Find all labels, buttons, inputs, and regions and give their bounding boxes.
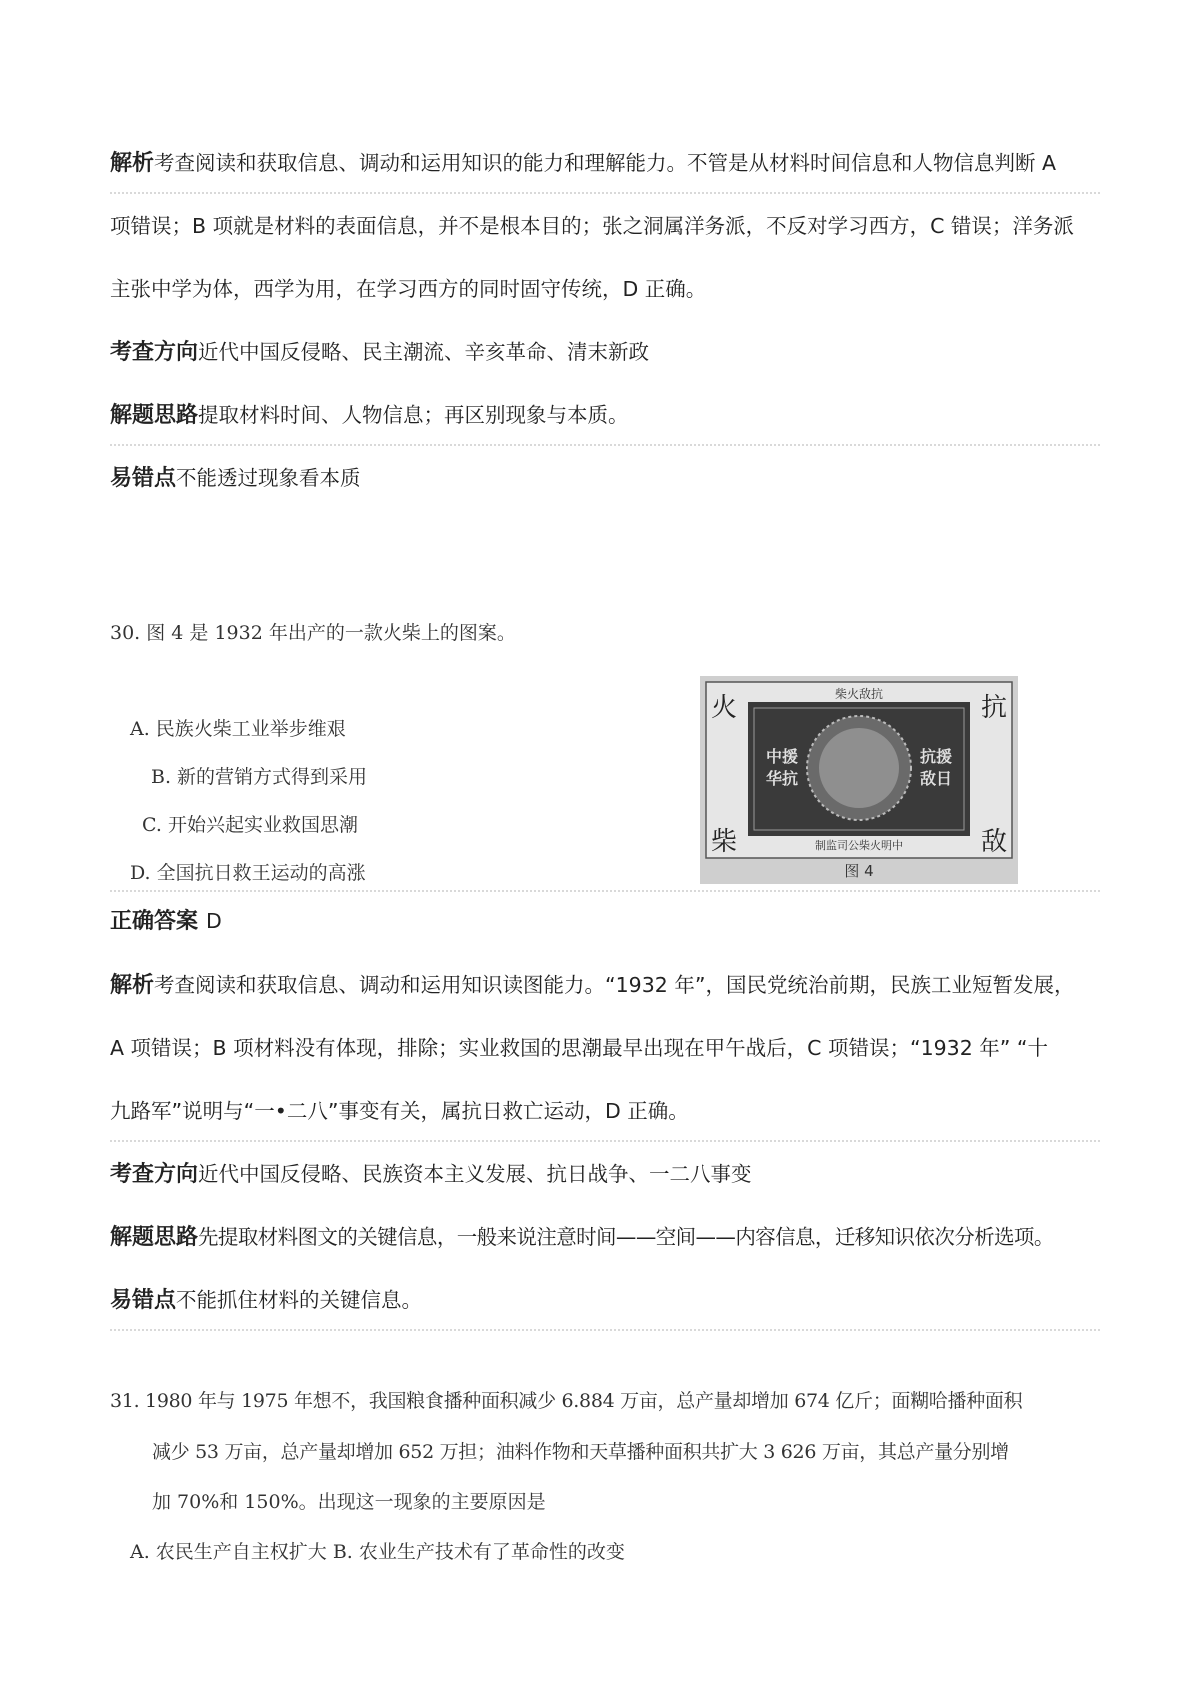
- bottom-banner-text: 制监司公柴火明中: [815, 839, 903, 852]
- solution-approach-text: 提取材料时间、人物信息；再区别现象与本质。: [198, 403, 629, 427]
- question-31-stem-line-2: 减少 53 万亩，总产量却增加 652 万担；油料作物和天草播种面积共扩大 3 626 万亩，其总产量分别增: [152, 1441, 1009, 1463]
- analysis-text: 九路军”说明与“一•二八”事变有关，属抗日救亡运动，D 正确。: [110, 1099, 689, 1123]
- exam-direction-label: 考查方向: [110, 340, 199, 365]
- right-panel-text-1: 抗援: [919, 747, 953, 766]
- common-mistake: [110, 463, 1100, 494]
- correct-answer-value: D: [206, 909, 222, 933]
- divider: [110, 1329, 1100, 1331]
- option-d: D. 全国抗日救王运动的高涨: [130, 862, 366, 884]
- analysis-text: A 项错误；B 项材料没有体现，排除；实业救国的思潮最早出现在甲午战后，C 项错误；“1932 年” “十: [110, 1036, 1049, 1060]
- analysis-text: 考查阅读和获取信息、调动和运用知识的能力和理解能力。不管是从材料时间信息和人物信息判断 A: [154, 151, 1057, 175]
- exam-direction-label: 考查方向: [110, 1162, 199, 1187]
- corner-char-top-left: 火: [710, 693, 738, 723]
- exam-direction-text: 近代中国反侵略、民主潮流、辛亥革命、清末新政: [198, 340, 650, 364]
- correct-answer: [110, 906, 1100, 937]
- analysis-text: 项错误；B 项就是材料的表面信息，并不是根本目的；张之洞属洋务派，不反对学习西方，C 错误；洋务派: [110, 214, 1074, 238]
- analysis-1: [110, 148, 1100, 179]
- left-panel-text-2: 华抗: [765, 769, 799, 788]
- correct-answer-label: 正确答案: [110, 909, 199, 934]
- analysis-text: 主张中学为体，西学为用，在学习西方的同时固守传统，D 正确。: [110, 277, 707, 301]
- corner-char-bottom-left: 柴: [710, 827, 738, 857]
- common-mistake-label: 易错点: [110, 466, 177, 491]
- matchbox-figure: [700, 676, 1018, 884]
- exam-direction: [110, 337, 1100, 368]
- solution-approach-text: 先提取材料图文的关键信息，一般来说注意时间——空间——内容信息，迁移知识依次分析选项。: [198, 1225, 1054, 1249]
- solution-approach: [110, 400, 1100, 431]
- divider: [110, 192, 1100, 194]
- analysis-label: 解析: [110, 973, 155, 998]
- right-panel-text-2: 敌日: [919, 769, 953, 788]
- corner-char-bottom-right: 敌: [980, 827, 1008, 857]
- figure-caption: 图 4: [844, 862, 874, 880]
- solution-approach-label: 解题思路: [110, 1225, 199, 1250]
- question-30-stem: 30. 图 4 是 1932 年出产的一款火柴上的图案。: [110, 622, 516, 644]
- analysis-label: 解析: [110, 151, 155, 176]
- top-banner-text: 柴火敌抗: [834, 687, 884, 701]
- question-31-stem-line-1: 31. 1980 年与 1975 年想不，我国粮食播种面积减少 6.884 万亩，总产量却增加 674 亿斤；面糊哈播种面积: [110, 1390, 1023, 1412]
- question-31-options: A. 农民生产自主权扩大 B. 农业生产技术有了革命性的改变: [130, 1541, 625, 1563]
- option-c: C. 开始兴起实业救国思潮: [142, 814, 358, 836]
- option-b: B. 新的营销方式得到采用: [151, 766, 368, 788]
- question-31-stem-line-3: 加 70%和 150%。出现这一现象的主要原因是: [152, 1491, 546, 1513]
- divider: [110, 444, 1100, 446]
- emblem-inner-circle: [819, 728, 899, 808]
- analysis-1: [110, 970, 1100, 1001]
- exam-direction: [110, 1159, 1100, 1190]
- corner-char-top-right: 抗: [980, 693, 1008, 723]
- solution-approach: [110, 1222, 1100, 1253]
- divider: [110, 890, 1100, 892]
- divider: [110, 1140, 1100, 1142]
- option-a: A. 民族火柴工业举步维艰: [130, 718, 346, 740]
- left-panel-text-1: 中援: [765, 747, 799, 766]
- common-mistake-text: 不能抓住材料的关键信息。: [176, 1288, 423, 1312]
- analysis-text: 考查阅读和获取信息、调动和运用知识读图能力。“1932 年”，国民党统治前期，民族工业短暂发展，: [154, 973, 1075, 997]
- solution-approach-label: 解题思路: [110, 403, 199, 428]
- exam-direction-text: 近代中国反侵略、民族资本主义发展、抗日战争、一二八事变: [198, 1162, 752, 1186]
- common-mistake-label: 易错点: [110, 1288, 177, 1313]
- common-mistake: [110, 1285, 1100, 1316]
- common-mistake-text: 不能透过现象看本质: [176, 466, 361, 490]
